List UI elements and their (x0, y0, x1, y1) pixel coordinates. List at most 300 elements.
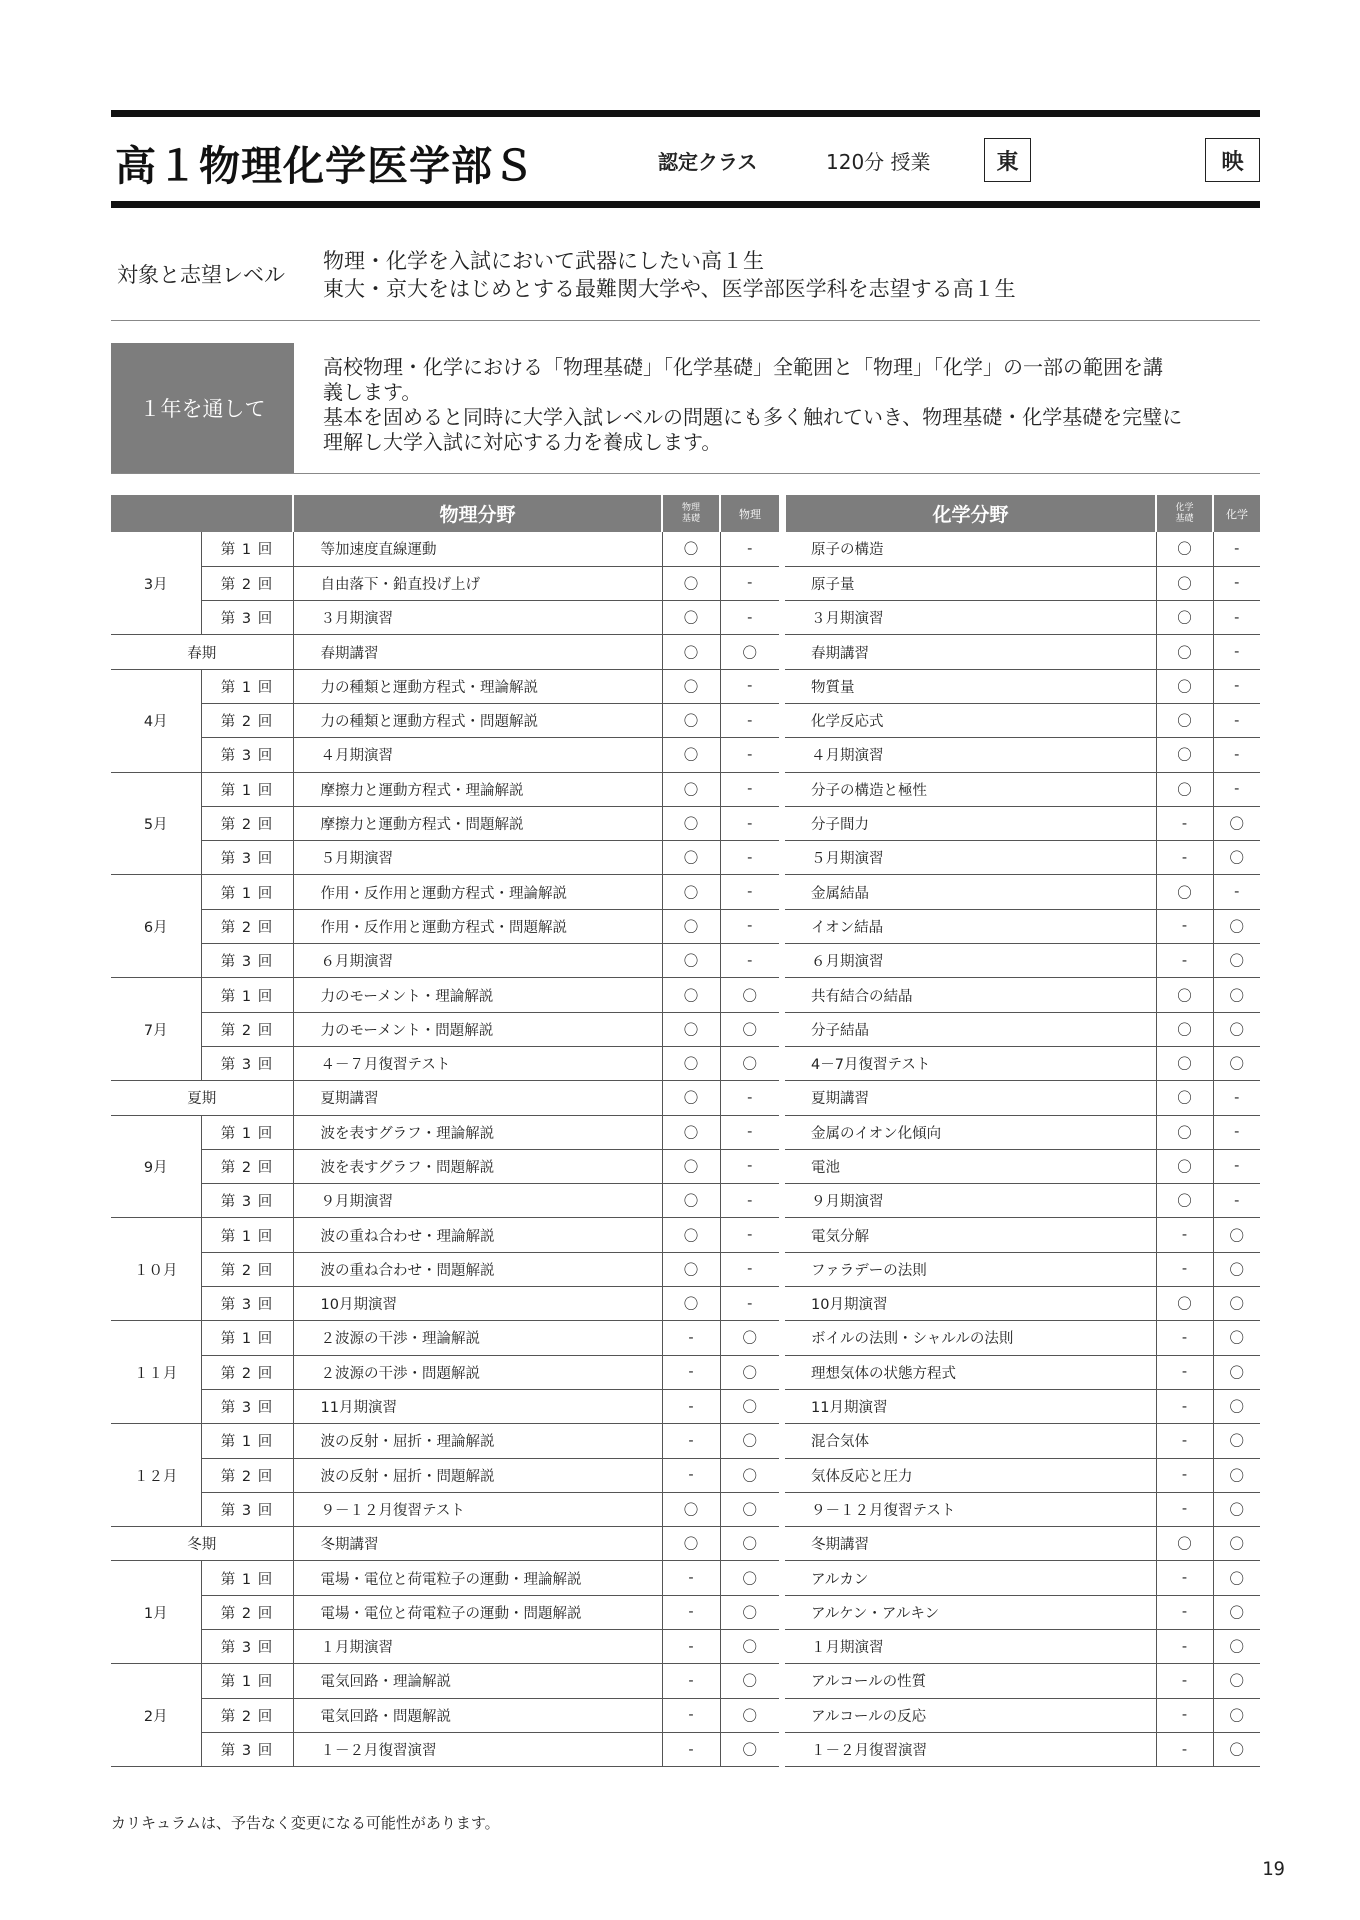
chemistry-topic: ６月期演習 (785, 944, 1156, 978)
physics-basic-mark: 〇 (662, 1252, 720, 1286)
physics-basic-mark: - (662, 1595, 720, 1629)
month-label: 6月 (111, 875, 201, 978)
chem-adv-mark: 〇 (1213, 1252, 1260, 1286)
physics-adv-mark: 〇 (720, 1630, 779, 1664)
session-label: 第 1 回 (201, 978, 293, 1012)
physics-topic: 冬期講習 (293, 1527, 662, 1561)
physics-topic: 波の反射・屈折・理論解説 (293, 1424, 662, 1458)
physics-basic-mark: - (662, 1732, 720, 1766)
physics-adv-mark: 〇 (720, 1012, 779, 1046)
chem-adv-mark: - (1213, 1149, 1260, 1183)
table-row (111, 1012, 1260, 1046)
chemistry-topic: イオン結晶 (785, 909, 1156, 943)
duration-label: 120分 授業 (826, 150, 931, 174)
chemistry-topic: １月期演習 (785, 1630, 1156, 1664)
physics-basic-mark: - (662, 1458, 720, 1492)
chem-basic-mark: 〇 (1156, 1115, 1213, 1149)
year-line: 理解し大学入試に対応する力を養成します。 (323, 430, 722, 454)
chem-basic-mark: - (1156, 841, 1213, 875)
chem-adv-mark: 〇 (1213, 1355, 1260, 1389)
chemistry-topic: 分子間力 (785, 806, 1156, 840)
chemistry-topic: 物質量 (785, 669, 1156, 703)
chemistry-topic: 化学反応式 (785, 703, 1156, 737)
chem-basic-mark: 〇 (1156, 635, 1213, 669)
month-label: １１月 (111, 1321, 201, 1424)
chemistry-topic: 分子の構造と極性 (785, 772, 1156, 806)
year-description (323, 355, 1253, 455)
chem-adv-mark: - (1213, 772, 1260, 806)
chem-adv-mark: - (1213, 1184, 1260, 1218)
session-label: 第 1 回 (201, 1664, 293, 1698)
table-row (111, 909, 1260, 943)
target-line: 東大・京大をはじめとする最難関大学や、医学部医学科を志望する高１生 (323, 277, 1016, 301)
physics-topic: １月期演習 (293, 1630, 662, 1664)
chem-adv-mark: - (1213, 566, 1260, 600)
table-row (111, 841, 1260, 875)
table-row (111, 1287, 1260, 1321)
table-row (111, 1218, 1260, 1252)
header-blank (111, 495, 293, 532)
header-chem-basic (1156, 495, 1213, 532)
session-label: 第 1 回 (201, 1424, 293, 1458)
physics-adv-mark: - (720, 566, 779, 600)
physics-adv-mark: - (720, 1287, 779, 1321)
physics-topic: 力の種類と運動方程式・問題解説 (293, 703, 662, 737)
physics-adv-mark: - (720, 944, 779, 978)
chem-basic-mark: - (1156, 806, 1213, 840)
physics-basic-mark: 〇 (662, 601, 720, 635)
header-bottom-rule (111, 201, 1260, 208)
table-row (111, 978, 1260, 1012)
physics-basic-mark: 〇 (662, 1492, 720, 1526)
session-label: 第 3 回 (201, 1184, 293, 1218)
physics-adv-mark: - (720, 1081, 779, 1115)
physics-topic: ２波源の干渉・理論解説 (293, 1321, 662, 1355)
physics-topic: ５月期演習 (293, 841, 662, 875)
physics-basic-mark: 〇 (662, 703, 720, 737)
session-label: 第 2 回 (201, 703, 293, 737)
table-row (111, 1149, 1260, 1183)
month-label: １２月 (111, 1424, 201, 1527)
chem-adv-mark: 〇 (1213, 1732, 1260, 1766)
chem-adv-mark: 〇 (1213, 1389, 1260, 1423)
chem-adv-mark: 〇 (1213, 1218, 1260, 1252)
physics-topic: 電気回路・理論解説 (293, 1664, 662, 1698)
chem-basic-mark: - (1156, 1321, 1213, 1355)
chem-basic-mark: 〇 (1156, 669, 1213, 703)
physics-adv-mark: - (720, 532, 779, 566)
physics-basic-mark: 〇 (662, 566, 720, 600)
chem-adv-mark: 〇 (1213, 1630, 1260, 1664)
physics-topic: 作用・反作用と運動方程式・問題解説 (293, 909, 662, 943)
table-row (111, 1046, 1260, 1080)
chemistry-topic: ９－１２月復習テスト (785, 1492, 1156, 1526)
chemistry-topic: アルコールの性質 (785, 1664, 1156, 1698)
table-row (111, 806, 1260, 840)
divider (111, 320, 1260, 321)
chem-adv-mark: 〇 (1213, 806, 1260, 840)
chemistry-topic: 電気分解 (785, 1218, 1156, 1252)
physics-topic: ４－７月復習テスト (293, 1046, 662, 1080)
page-number: 19 (1262, 1858, 1285, 1880)
chem-adv-mark: - (1213, 738, 1260, 772)
table-row (111, 1321, 1260, 1355)
chemistry-topic: 電池 (785, 1149, 1156, 1183)
table-row (111, 1184, 1260, 1218)
session-label: 第 2 回 (201, 566, 293, 600)
session-label: 第 3 回 (201, 601, 293, 635)
chem-basic-mark: - (1156, 1252, 1213, 1286)
chem-adv-mark: - (1213, 532, 1260, 566)
chemistry-topic: ボイルの法則・シャルルの法則 (785, 1321, 1156, 1355)
chemistry-topic: 4－7月復習テスト (785, 1046, 1156, 1080)
chemistry-topic: 10月期演習 (785, 1287, 1156, 1321)
physics-topic: ９月期演習 (293, 1184, 662, 1218)
chem-basic-mark: 〇 (1156, 738, 1213, 772)
chem-basic-mark: - (1156, 1218, 1213, 1252)
physics-adv-mark: - (720, 806, 779, 840)
physics-adv-mark: - (720, 1149, 779, 1183)
physics-adv-mark: 〇 (720, 1458, 779, 1492)
session-label: 第 2 回 (201, 909, 293, 943)
chem-basic-mark: - (1156, 1698, 1213, 1732)
session-label: 第 2 回 (201, 1252, 293, 1286)
physics-topic: ４月期演習 (293, 738, 662, 772)
physics-adv-mark: - (720, 841, 779, 875)
curriculum-table (111, 495, 1260, 1767)
table-row (111, 1252, 1260, 1286)
chem-basic-mark: 〇 (1156, 1287, 1213, 1321)
physics-adv-mark: 〇 (720, 1664, 779, 1698)
month-label: 7月 (111, 978, 201, 1081)
header-physics-basic-line2: 基礎 (681, 513, 700, 524)
chem-adv-mark: - (1213, 1115, 1260, 1149)
physics-topic: 等加速度直線運動 (293, 532, 662, 566)
physics-adv-mark: 〇 (720, 1046, 779, 1080)
table-row (111, 875, 1260, 909)
table-row (111, 1492, 1260, 1526)
header-top-rule (111, 110, 1260, 117)
physics-adv-mark: 〇 (720, 1527, 779, 1561)
physics-basic-mark: - (662, 1321, 720, 1355)
chem-basic-mark: - (1156, 1561, 1213, 1595)
session-label: 第 2 回 (201, 1458, 293, 1492)
header-physics-basic (662, 495, 720, 532)
session-label: 第 2 回 (201, 1149, 293, 1183)
physics-adv-mark: - (720, 1184, 779, 1218)
table-row (111, 635, 1260, 669)
chem-adv-mark: 〇 (1213, 1046, 1260, 1080)
physics-adv-mark: 〇 (720, 1595, 779, 1629)
chem-basic-mark: 〇 (1156, 703, 1213, 737)
physics-basic-mark: 〇 (662, 875, 720, 909)
chem-basic-mark: 〇 (1156, 1012, 1213, 1046)
chemistry-topic: 原子量 (785, 566, 1156, 600)
physics-topic: 夏期講習 (293, 1081, 662, 1115)
page-title: 高１物理化学医学部Ｓ (115, 142, 535, 190)
header-chem-adv: 化学 (1213, 495, 1260, 532)
physics-topic: 波の重ね合わせ・理論解説 (293, 1218, 662, 1252)
session-label: 第 3 回 (201, 1732, 293, 1766)
badge-eizo: 映 (1205, 138, 1260, 182)
physics-adv-mark: 〇 (720, 635, 779, 669)
physics-adv-mark: - (720, 875, 779, 909)
physics-topic: 10月期演習 (293, 1287, 662, 1321)
chem-basic-mark: 〇 (1156, 1184, 1213, 1218)
physics-adv-mark: - (720, 1218, 779, 1252)
session-label: 第 3 回 (201, 738, 293, 772)
year-label: １年を通して (111, 343, 294, 473)
chemistry-topic: 共有結合の結晶 (785, 978, 1156, 1012)
year-line: 基本を固めると同時に大学入試レベルの問題にも多く触れていき、物理基礎・化学基礎を完璧に (323, 405, 1183, 429)
table-row (111, 1595, 1260, 1629)
physics-basic-mark: 〇 (662, 1287, 720, 1321)
chem-adv-mark: 〇 (1213, 1664, 1260, 1698)
chem-basic-mark: - (1156, 1458, 1213, 1492)
chem-adv-mark: - (1213, 1081, 1260, 1115)
chem-basic-mark: 〇 (1156, 1081, 1213, 1115)
chem-adv-mark: 〇 (1213, 1492, 1260, 1526)
physics-topic: ２波源の干渉・問題解説 (293, 1355, 662, 1389)
physics-topic: 11月期演習 (293, 1389, 662, 1423)
disclaimer-note: カリキュラムは、予告なく変更になる可能性があります。 (111, 1814, 500, 1832)
session-label: 第 3 回 (201, 944, 293, 978)
chem-basic-mark: - (1156, 1595, 1213, 1629)
physics-adv-mark: 〇 (720, 1492, 779, 1526)
table-row (111, 532, 1260, 566)
table-row (111, 1630, 1260, 1664)
physics-basic-mark: 〇 (662, 669, 720, 703)
physics-topic: 電気回路・問題解説 (293, 1698, 662, 1732)
chem-basic-mark: 〇 (1156, 601, 1213, 635)
table-row (111, 1732, 1260, 1766)
physics-basic-mark: 〇 (662, 738, 720, 772)
month-label: 1月 (111, 1561, 201, 1664)
physics-basic-mark: - (662, 1664, 720, 1698)
physics-topic: ９－１２月復習テスト (293, 1492, 662, 1526)
physics-adv-mark: - (720, 703, 779, 737)
chem-adv-mark: 〇 (1213, 1287, 1260, 1321)
table-row (111, 738, 1260, 772)
chemistry-topic: アルカン (785, 1561, 1156, 1595)
physics-basic-mark: 〇 (662, 978, 720, 1012)
physics-topic: 力の種類と運動方程式・理論解説 (293, 669, 662, 703)
physics-basic-mark: 〇 (662, 1012, 720, 1046)
session-label: 第 3 回 (201, 1389, 293, 1423)
chem-basic-mark: 〇 (1156, 978, 1213, 1012)
physics-basic-mark: 〇 (662, 1115, 720, 1149)
physics-topic: 波の重ね合わせ・問題解説 (293, 1252, 662, 1286)
chemistry-topic: 春期講習 (785, 635, 1156, 669)
table-header-row (111, 495, 1260, 532)
target-description (323, 247, 1016, 303)
table-row (111, 1527, 1260, 1561)
physics-basic-mark: 〇 (662, 1046, 720, 1080)
chem-basic-mark: - (1156, 1732, 1213, 1766)
physics-basic-mark: 〇 (662, 532, 720, 566)
chem-adv-mark: 〇 (1213, 1424, 1260, 1458)
chem-basic-mark: 〇 (1156, 1527, 1213, 1561)
physics-adv-mark: 〇 (720, 1561, 779, 1595)
physics-topic: 作用・反作用と運動方程式・理論解説 (293, 875, 662, 909)
month-label: １０月 (111, 1218, 201, 1321)
month-label: 9月 (111, 1115, 201, 1218)
chem-basic-mark: 〇 (1156, 875, 1213, 909)
year-line: 高校物理・化学における「物理基礎」「化学基礎」全範囲と「物理」「化学」の一部の範囲を講 (323, 355, 1163, 379)
physics-basic-mark: 〇 (662, 1184, 720, 1218)
physics-topic: 自由落下・鉛直投げ上げ (293, 566, 662, 600)
target-label: 対象と志望レベル (117, 263, 285, 287)
physics-basic-mark: - (662, 1561, 720, 1595)
physics-basic-mark: 〇 (662, 806, 720, 840)
chem-adv-mark: 〇 (1213, 1561, 1260, 1595)
header-chem-basic-line2: 基礎 (1175, 513, 1194, 524)
chem-basic-mark: 〇 (1156, 532, 1213, 566)
table-row (111, 944, 1260, 978)
table-row (111, 1081, 1260, 1115)
chem-adv-mark: - (1213, 875, 1260, 909)
chemistry-topic: ５月期演習 (785, 841, 1156, 875)
physics-adv-mark: 〇 (720, 1698, 779, 1732)
chem-adv-mark: 〇 (1213, 978, 1260, 1012)
header-physics-adv: 物理 (720, 495, 779, 532)
physics-adv-mark: 〇 (720, 1732, 779, 1766)
chem-adv-mark: - (1213, 703, 1260, 737)
physics-topic: 波を表すグラフ・理論解説 (293, 1115, 662, 1149)
chem-adv-mark: - (1213, 601, 1260, 635)
period-label: 夏期 (111, 1081, 293, 1115)
physics-basic-mark: 〇 (662, 772, 720, 806)
divider (111, 473, 1260, 474)
period-label: 冬期 (111, 1527, 293, 1561)
chemistry-topic: 原子の構造 (785, 532, 1156, 566)
chem-basic-mark: - (1156, 1424, 1213, 1458)
physics-basic-mark: - (662, 1698, 720, 1732)
chemistry-topic: ４月期演習 (785, 738, 1156, 772)
table-body (111, 532, 1260, 1767)
chem-basic-mark: 〇 (1156, 566, 1213, 600)
month-label: 3月 (111, 532, 201, 635)
physics-adv-mark: 〇 (720, 1321, 779, 1355)
month-label: 4月 (111, 669, 201, 772)
physics-adv-mark: - (720, 909, 779, 943)
physics-basic-mark: 〇 (662, 909, 720, 943)
physics-adv-mark: 〇 (720, 1355, 779, 1389)
session-label: 第 1 回 (201, 1115, 293, 1149)
table-row (111, 1664, 1260, 1698)
chem-adv-mark: 〇 (1213, 944, 1260, 978)
session-label: 第 3 回 (201, 841, 293, 875)
table-row (111, 1355, 1260, 1389)
table-row (111, 772, 1260, 806)
physics-adv-mark: - (720, 1252, 779, 1286)
chem-adv-mark: 〇 (1213, 841, 1260, 875)
table-row (111, 1561, 1260, 1595)
chemistry-topic: アルコールの反応 (785, 1698, 1156, 1732)
chem-basic-mark: - (1156, 1492, 1213, 1526)
session-label: 第 3 回 (201, 1492, 293, 1526)
physics-basic-mark: 〇 (662, 1081, 720, 1115)
chem-adv-mark: 〇 (1213, 1698, 1260, 1732)
session-label: 第 3 回 (201, 1287, 293, 1321)
physics-basic-mark: 〇 (662, 635, 720, 669)
chemistry-topic: 分子結晶 (785, 1012, 1156, 1046)
chem-basic-mark: - (1156, 1664, 1213, 1698)
physics-basic-mark: 〇 (662, 841, 720, 875)
chem-basic-mark: - (1156, 1630, 1213, 1664)
chem-basic-mark: 〇 (1156, 772, 1213, 806)
physics-basic-mark: 〇 (662, 944, 720, 978)
physics-basic-mark: - (662, 1355, 720, 1389)
physics-adv-mark: - (720, 601, 779, 635)
chem-adv-mark: - (1213, 635, 1260, 669)
physics-topic: 波を表すグラフ・問題解説 (293, 1149, 662, 1183)
physics-basic-mark: 〇 (662, 1527, 720, 1561)
chem-adv-mark: 〇 (1213, 1458, 1260, 1492)
physics-topic: 力のモーメント・理論解説 (293, 978, 662, 1012)
chem-adv-mark: 〇 (1213, 1527, 1260, 1561)
session-label: 第 1 回 (201, 875, 293, 909)
header-chem-basic-line1: 化学 (1175, 502, 1194, 513)
chem-basic-mark: 〇 (1156, 1046, 1213, 1080)
month-label: 5月 (111, 772, 201, 875)
session-label: 第 2 回 (201, 1355, 293, 1389)
session-label: 第 2 回 (201, 1012, 293, 1046)
session-label: 第 3 回 (201, 1630, 293, 1664)
chemistry-topic: ９月期演習 (785, 1184, 1156, 1218)
chemistry-topic: 理想気体の状態方程式 (785, 1355, 1156, 1389)
physics-topic: １－２月復習演習 (293, 1732, 662, 1766)
physics-topic: 春期講習 (293, 635, 662, 669)
chem-adv-mark: 〇 (1213, 1595, 1260, 1629)
session-label: 第 3 回 (201, 1046, 293, 1080)
badge-east: 東 (984, 138, 1031, 182)
session-label: 第 1 回 (201, 1218, 293, 1252)
chem-basic-mark: - (1156, 1389, 1213, 1423)
chemistry-topic: アルケン・アルキン (785, 1595, 1156, 1629)
physics-topic: ６月期演習 (293, 944, 662, 978)
chem-adv-mark: 〇 (1213, 1321, 1260, 1355)
chem-basic-mark: - (1156, 1355, 1213, 1389)
physics-adv-mark: 〇 (720, 978, 779, 1012)
chem-adv-mark: 〇 (1213, 909, 1260, 943)
chem-adv-mark: - (1213, 669, 1260, 703)
session-label: 第 1 回 (201, 1561, 293, 1595)
physics-topic: 波の反射・屈折・問題解説 (293, 1458, 662, 1492)
chem-basic-mark: 〇 (1156, 1149, 1213, 1183)
physics-basic-mark: - (662, 1630, 720, 1664)
month-label: 2月 (111, 1664, 201, 1767)
physics-adv-mark: - (720, 1115, 779, 1149)
header-physics: 物理分野 (293, 495, 662, 532)
physics-basic-mark: 〇 (662, 1149, 720, 1183)
physics-adv-mark: - (720, 669, 779, 703)
class-label: 認定クラス (658, 150, 758, 174)
chemistry-topic: ファラデーの法則 (785, 1252, 1156, 1286)
chemistry-topic: 夏期講習 (785, 1081, 1156, 1115)
period-label: 春期 (111, 635, 293, 669)
physics-basic-mark: - (662, 1389, 720, 1423)
physics-adv-mark: - (720, 772, 779, 806)
session-label: 第 1 回 (201, 532, 293, 566)
physics-topic: 電場・電位と荷電粒子の運動・理論解説 (293, 1561, 662, 1595)
session-label: 第 1 回 (201, 669, 293, 703)
table-row (111, 1389, 1260, 1423)
year-line: 義します。 (323, 380, 422, 404)
table-row (111, 1458, 1260, 1492)
chemistry-topic: 11月期演習 (785, 1389, 1156, 1423)
chemistry-topic: 金属のイオン化傾向 (785, 1115, 1156, 1149)
